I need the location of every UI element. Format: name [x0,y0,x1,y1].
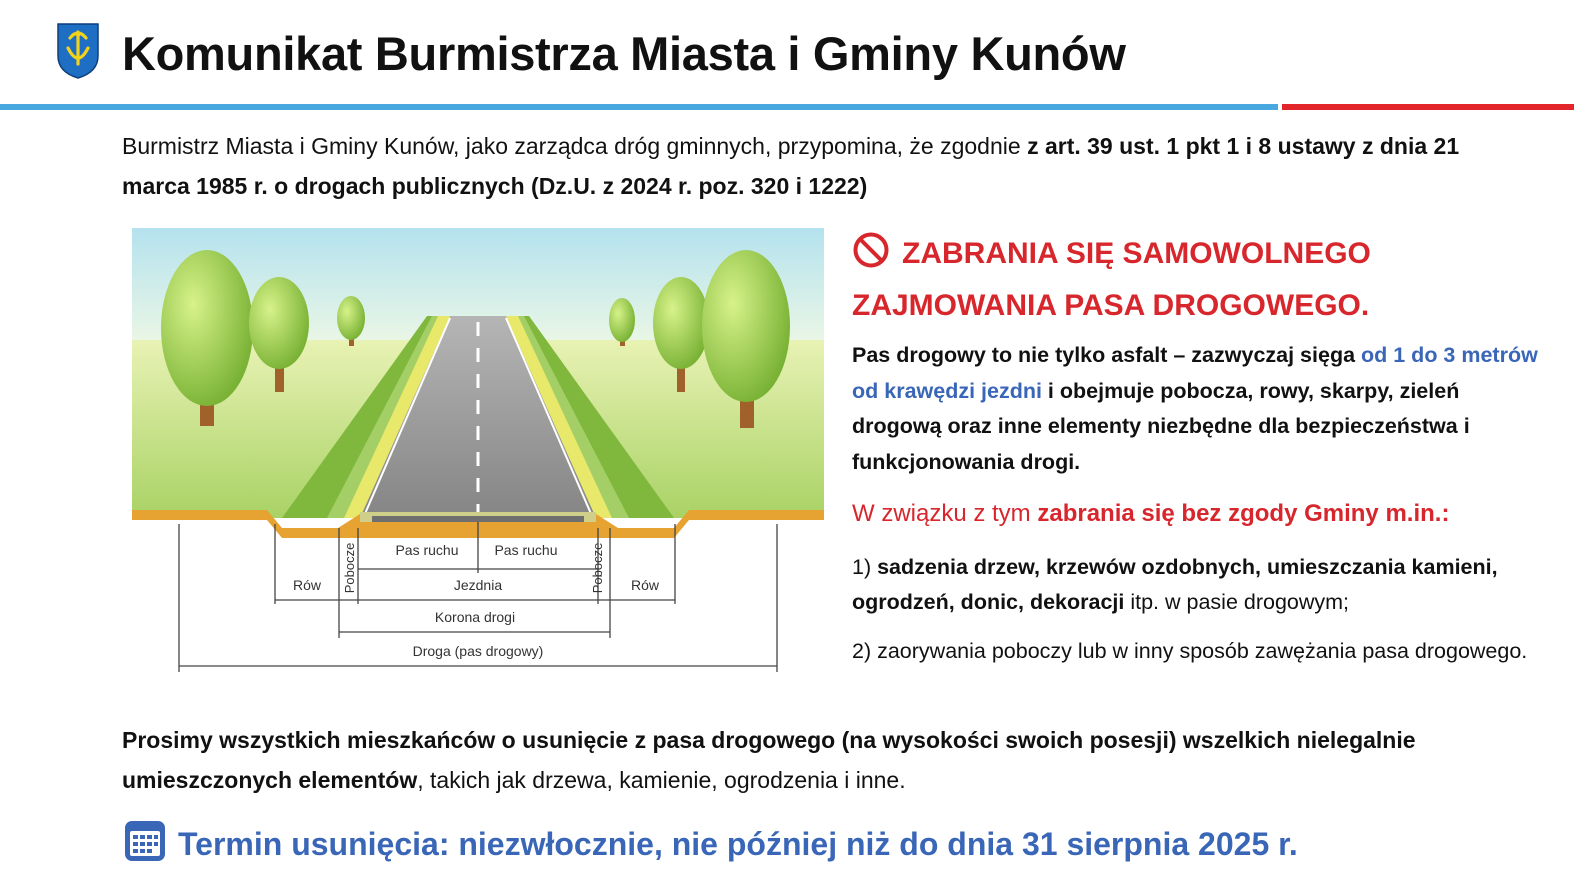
label-pobocze-left: Pobocze [342,542,357,594]
label-row-right: Rów [630,577,660,593]
label-row-left: Rów [292,577,322,593]
no-entry-icon [852,231,890,269]
prohibition-line-1 [852,228,1532,280]
label-droga: Droga (pas drogowy) [412,643,544,659]
definition-highlight: od 1 do 3 metrów od krawędzi jezdni [852,343,1538,403]
header-rule-blue [0,104,1278,110]
intro-legal-basis: z art. 39 ust. 1 pkt 1 i 8 ustawy z dnia 21 marca 1985 r. o drogach publicznych (Dz.U. z 2024 r. poz. 320 i 1222) [122,133,1460,199]
coat-of-arms-icon [56,22,100,80]
closing-paragraph [122,720,1522,800]
list-item-text: itp. w pasie drogowym; [1124,590,1350,614]
closing-text: , takich jak drzewa, kamienie, ogrodzenia i inne. [417,767,906,793]
label-pas-ruchu-left: Pas ruchu [395,542,459,558]
definition-paragraph [852,338,1542,480]
list-item-bold: sadzenia drzew, krzewów ozdobnych, umieszczania kamieni, ogrodzeń, donic, dekoracji [852,555,1498,614]
list-item-number: 1) [852,555,878,579]
prohibition-line-1-text: ZABRANIA SIĘ SAMOWOLNEGO [902,237,1371,270]
calendar-icon [124,820,166,862]
list-item [852,634,1542,669]
closing-bold: Prosimy wszystkich mieszkańców o usunięcie z pasa drogowego (na wysokości swoich posesji) wszelkich nielegalnie umieszczonych elementów [122,727,1416,793]
intro-paragraph [122,126,1522,206]
list-item [852,550,1542,620]
list-item-number: 2) [852,639,878,663]
page-title: Komunikat Burmistrza Miasta i Gminy Kunów [122,27,1126,80]
header-rule-red [1282,104,1574,110]
deadline [124,820,1298,863]
road-cross-section-diagram [132,228,824,688]
label-jezdnia: Jezdnia [453,577,503,593]
prohibition-intro-plain: W związku z tym [852,500,1038,527]
list-item-text: zaorywania poboczy lub w inny sposób zawężania pasa drogowego. [877,639,1528,663]
prohibition-line-2: ZAJMOWANIA PASA DROGOWEGO. [852,289,1370,322]
label-pas-ruchu-right: Pas ruchu [494,542,558,558]
deadline-text: Termin usunięcia: niezwłocznie, nie później niż do dnia 31 sierpnia 2025 r. [178,826,1298,862]
label-pobocze-right: Pobocze [590,542,605,594]
definition-part2: i obejmuje pobocza, rowy, skarpy, zieleń drogową oraz inne elementy niezbędne dla bezpieczeństwa i funkcjonowania drogi. [852,378,1470,474]
label-korona-drogi: Korona drogi [434,609,516,625]
prohibition-intro-bold: zabrania się bez zgody Gminy m.in.: [1037,500,1450,527]
prohibition-intro [852,494,1552,534]
intro-text: Burmistrz Miasta i Gminy Kunów, jako zarządca dróg gminnych, przypomina, że zgodnie [122,133,1028,159]
prohibition-heading [852,228,1532,332]
definition-part1: Pas drogowy to nie tylko asfalt – zazwyczaj sięga [852,343,1362,367]
